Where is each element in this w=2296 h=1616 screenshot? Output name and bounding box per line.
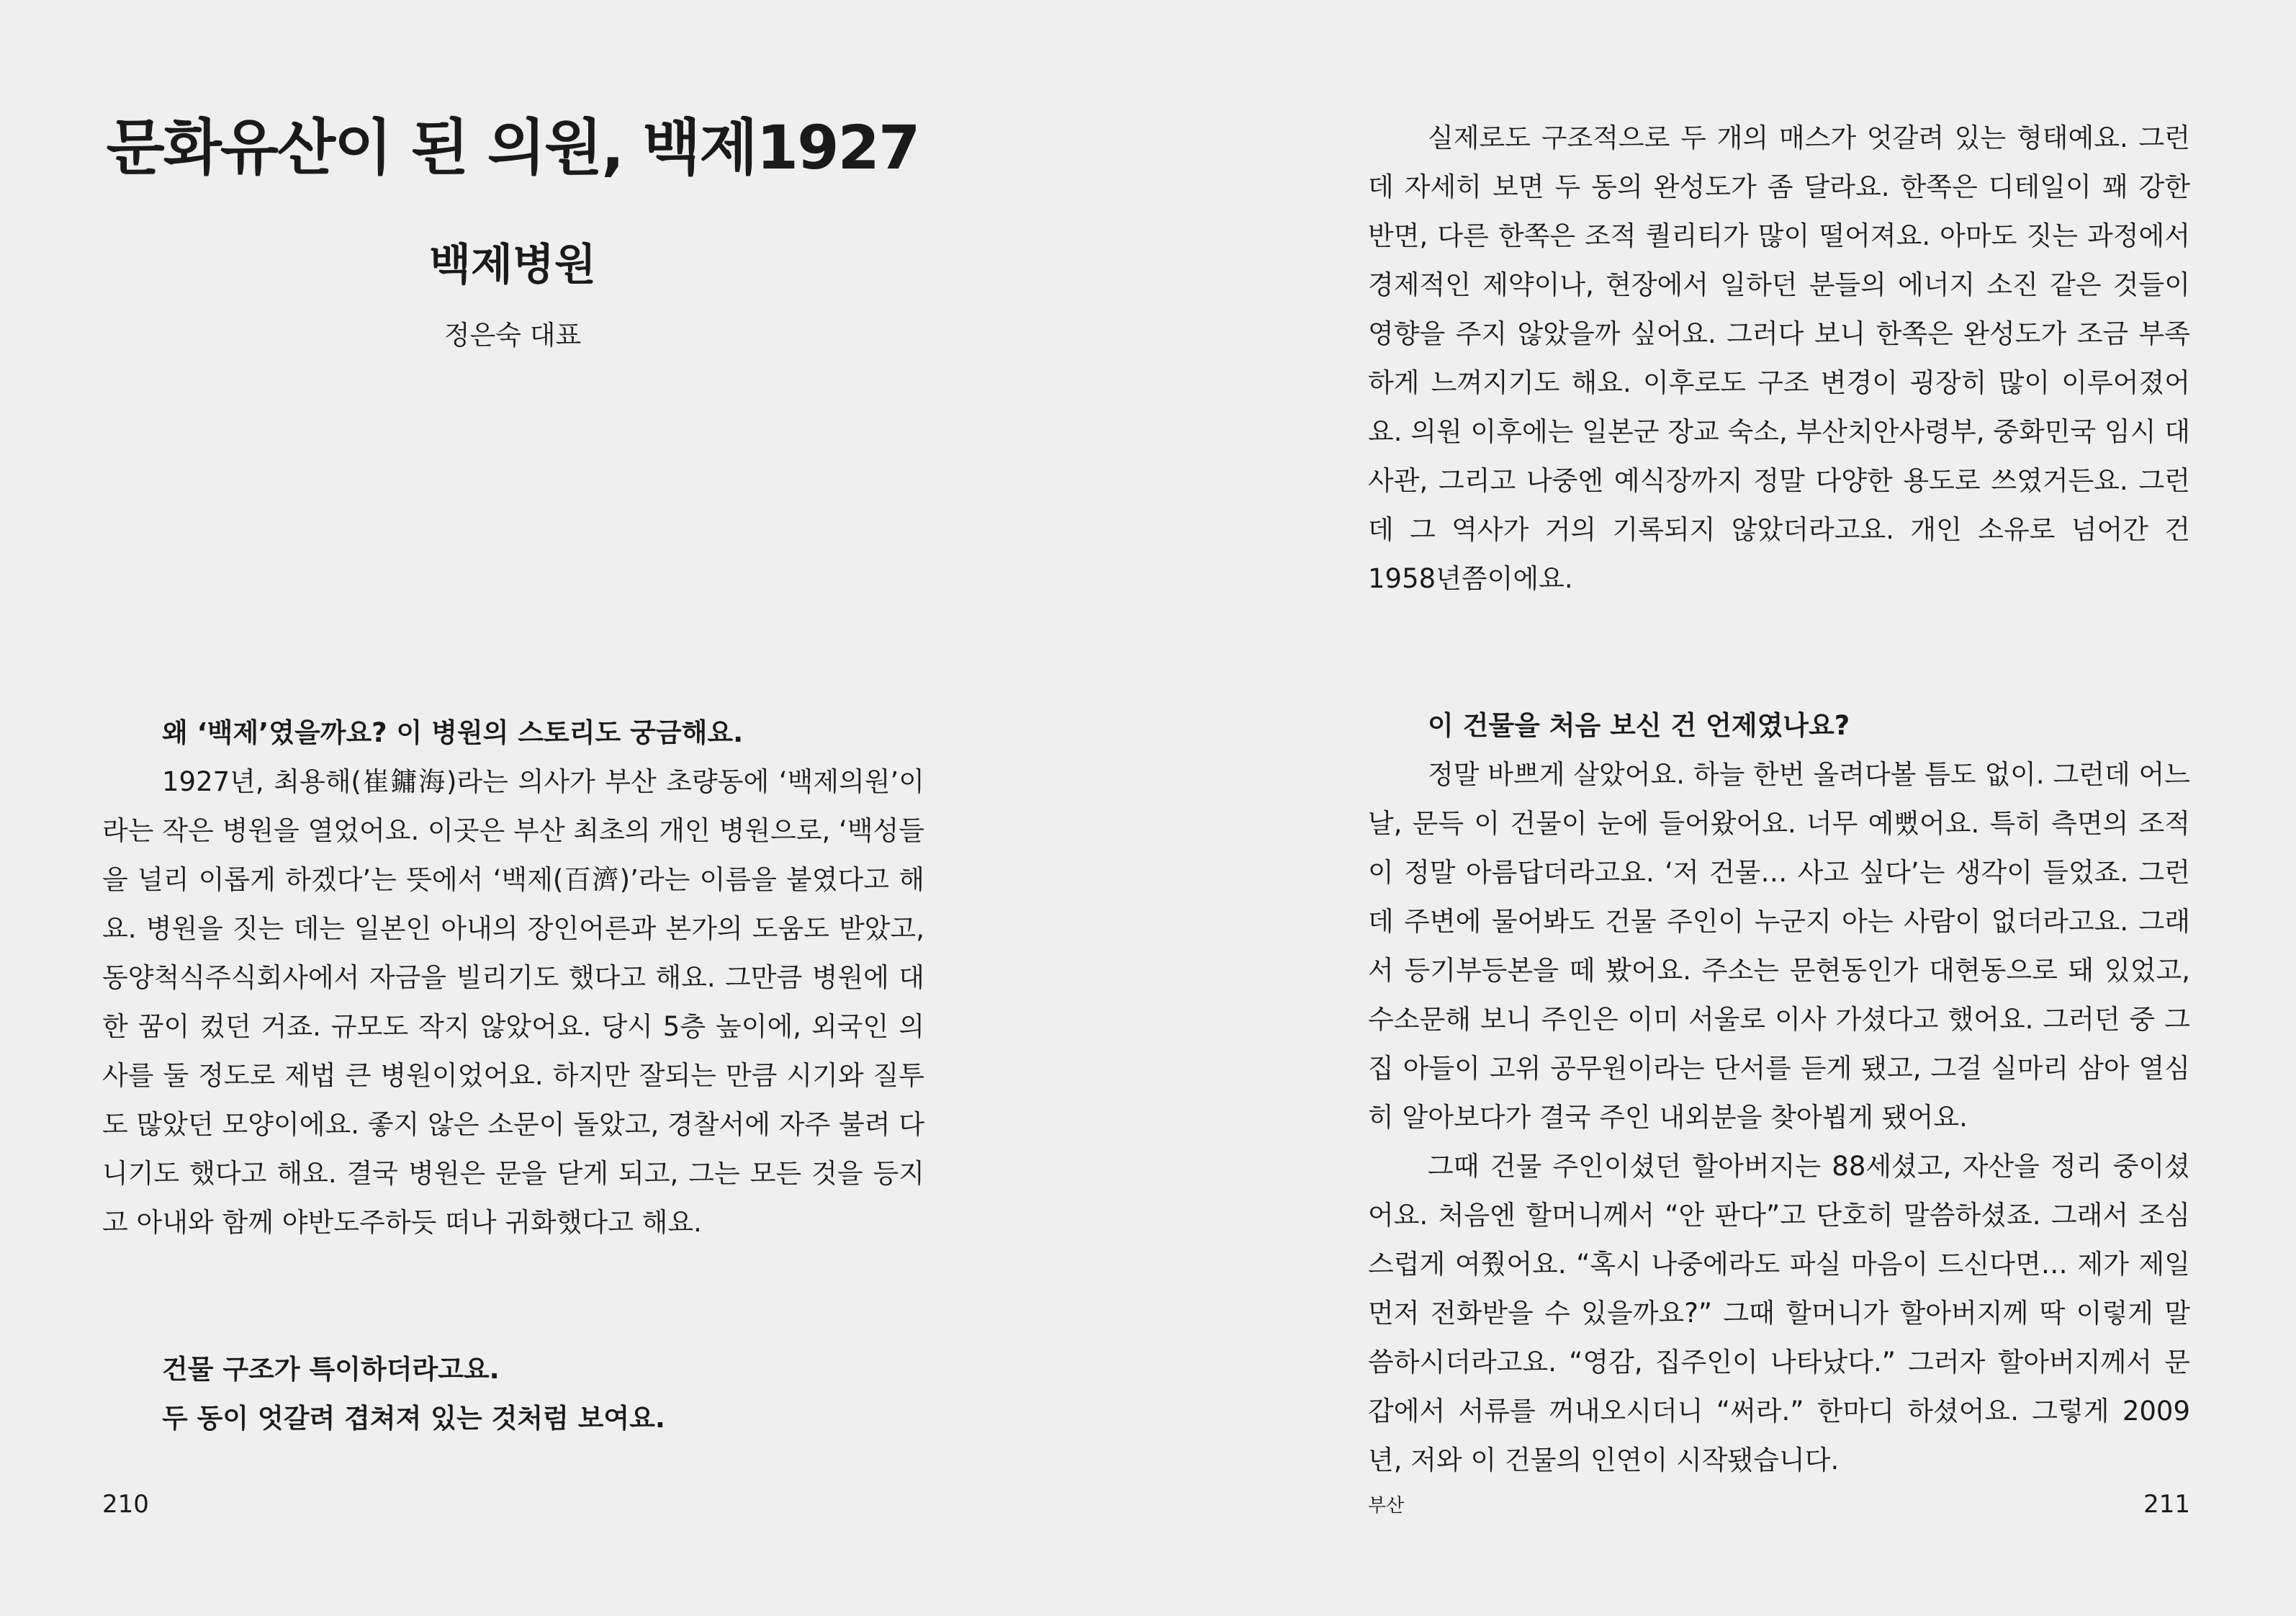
interview-question: 왜 ‘백제’였을까요? 이 병원의 스토리도 궁금해요. bbox=[162, 717, 744, 748]
interview-question: 이 건물을 처음 보신 건 언제였나요? bbox=[1428, 710, 1850, 741]
interview-answer: 1927년, 최용해(崔鏞海)라는 의사가 부산 초량동에 ‘백제의원’이라는 작은 병원을 열었어요. 이곳은 부산 최초의 개인 병원으로, ‘백성들을 널리 이롭게 하겠다’는 뜻에서 ‘백제(百濟)’라는 이름을 붙였다고 해요. 병원을 짓는 데는 일본인 아내의 장인어른과 본가의 도움도 받았고, 동양척식주식회사에서 자금을 빌리기도 했다고 해요. 그만큼 병원에 대한 꿈이 컸던 거죠. 규모도 작지 않았어요. 당시 5층 높이에, 외국인 의사를 둘 정도로 제법 큰 병원이었어요. 하지만 잘되는 만큼 시기와 질투도 많았던 모양이에요. 좋지 않은 소문이 돌았고, 경찰서에 자주 불려 다니기도 했다고 해요. 결국 병원은 문을 닫게 되고, 그는 모든 것을 등지고 아내와 함께 야반도주하듯 떠나 귀화했다고 해요. bbox=[102, 766, 924, 1238]
page-number: 211 bbox=[2143, 1490, 2190, 1519]
interview-answer: 정말 바쁘게 살았어요. 하늘 한번 올려다볼 틈도 없이. 그런데 어느 날, 문득 이 건물이 눈에 들어왔어요. 너무 예뻤어요. 특히 측면의 조적이 정말 아름답더라고요. ‘저 건물… 사고 싶다’는 생각이 들었죠. 그런데 주변에 물어봐도 건물 주인이 누군지 아는 사람이 없더라고요. 그래서 등기부등본을 떼 봤어요. 주소는 문현동인가 대현동으로 돼 있었고, 수소문해 보니 주인은 이미 서울로 이사 가셨다고 했어요. 그러던 중 그 집 아들이 고위 공무원이라는 단서를 듣게 됐고, 그걸 실마리 삼아 열심히 알아보다가 결국 주인 내외분을 찾아뵙게 됐어요. bbox=[1368, 759, 2190, 1133]
chapter-subtitle: 백제병원 bbox=[429, 240, 596, 290]
paragraph-gap bbox=[1368, 603, 2190, 701]
interview-answer: 그때 건물 주인이셨던 할아버지는 88세셨고, 자산을 정리 중이셨어요. 처음엔 할머니께서 “안 판다”고 단호히 말씀하셨죠. 그래서 조심스럽게 여쭸어요. “혹시 나중에라도 파실 마음이 드신다면… 제가 제일 먼저 전화받을 수 있을까요?” 그때 할머니가 할아버지께 딱 이렇게 말씀하시더라고요. “영감, 집주인이 나타났다.” 그러자 할아버지께서 문갑에서 서류를 꺼내오시더니 “써라.” 한마디 하셨어요. 그렇게 2009년, 저와 이 건물의 인연이 시작됐습니다. bbox=[1368, 1151, 2190, 1476]
chapter-title: 문화유산이 된 의원, 백제1927 bbox=[106, 112, 919, 183]
paragraph-gap bbox=[102, 1247, 924, 1345]
running-head: 부산 bbox=[1368, 1495, 1405, 1517]
left-body-text bbox=[102, 709, 924, 1443]
interview-question: 두 동이 엇갈려 겹쳐져 있는 것처럼 보여요. bbox=[162, 1403, 665, 1434]
interview-question: 건물 구조가 특이하더라고요. bbox=[162, 1354, 500, 1385]
interview-answer: 실제로도 구조적으로 두 개의 매스가 엇갈려 있는 형태예요. 그런데 자세히 보면 두 동의 완성도가 좀 달라요. 한쪽은 디테일이 꽤 강한 반면, 다른 한쪽은 조적 퀄리티가 많이 떨어져요. 아마도 짓는 과정에서 경제적인 제약이나, 현장에서 일하던 분들의 에너지 소진 같은 것들이 영향을 주지 않았을까 싶어요. 그러다 보니 한쪽은 완성도가 조금 부족하게 느껴지기도 해요. 이후로도 구조 변경이 굉장히 많이 이루어졌어요. 의원 이후에는 일본군 장교 숙소, 부산치안사령부, 중화민국 임시 대사관, 그리고 나중엔 예식장까지 정말 다양한 용도로 쓰였거든요. 그런데 그 역사가 거의 기록되지 않았더라고요. 개인 소유로 넘어간 건 1958년쯤이에요. bbox=[1368, 122, 2190, 594]
page-number: 210 bbox=[102, 1490, 149, 1519]
right-page bbox=[1148, 0, 2296, 1616]
author-line: 정은숙 대표 bbox=[444, 320, 582, 351]
right-body-text bbox=[1368, 114, 2190, 1485]
